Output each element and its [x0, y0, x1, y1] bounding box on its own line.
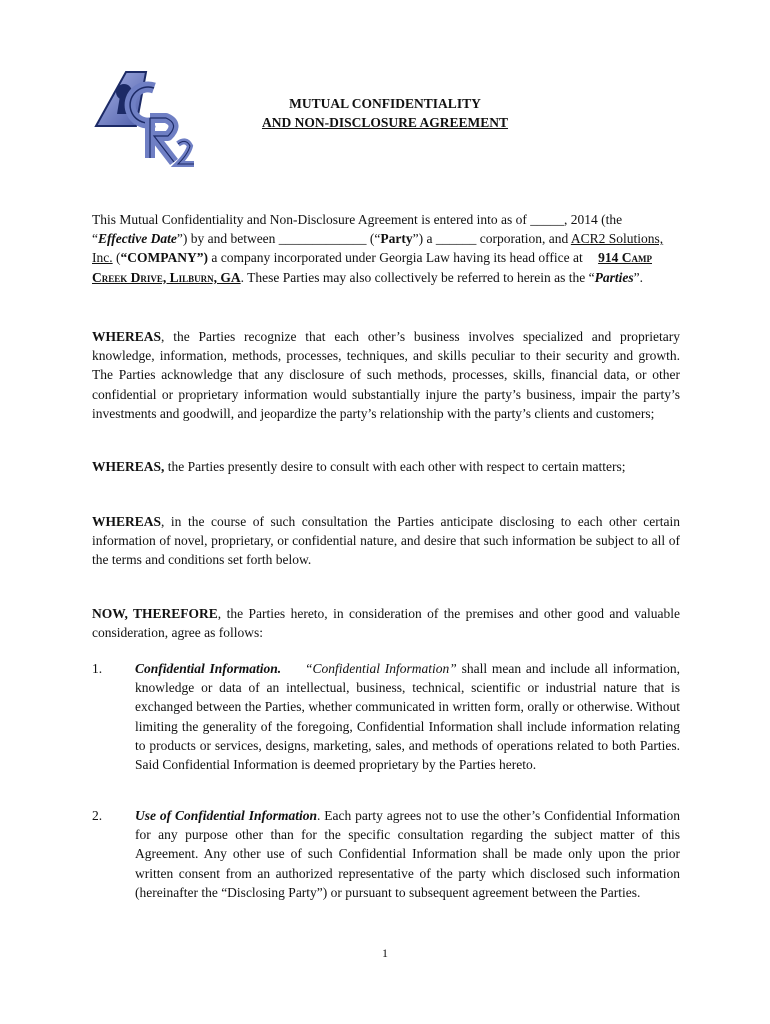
company-term: “COMPANY”)	[120, 250, 208, 266]
intro-paragraph: This Mutual Confidentiality and Non-Disclosure Agreement is entered into as of _____, 2014 (the “Effective Date”) by and between _____________ (“Party”) a ______ corporation, and ACR2 Solutions, Inc. (“COMPANY”) a company incorporated under Georgia Law having its head office at 914 Camp Creek Drive, Lilburn, GA. These Parties may also collectively be referred to herein as the “Parties”.	[92, 212, 664, 285]
now-therefore-paragraph: NOW, THEREFORE, the Parties hereto, in consideration of the premises and other good and valuable consideration, agree as follows:	[92, 606, 680, 641]
whereas-paragraph-3: WHEREAS, in the course of such consultation the Parties anticipate disclosing to each other certain information of novel, proprietary, or confidential nature, and desire that such information be subject to all of the terms and conditions set forth below.	[92, 514, 680, 568]
effective-date-term: Effective Date	[98, 231, 177, 247]
company-name: ACR2 Solutions, Inc.	[92, 231, 664, 266]
document-title	[0, 94, 770, 132]
section-1-text: Confidential Information. “Confidential Information” shall mean and include all information, knowledge or data of an intellectual, business, technical, scientific or industrial nature that is exchanged between the Parties, whether communicated in written form, orally or otherwise. Without limiting the generality of the foregoing, Confidential Information shall include information relating to products or services, designs, marketing, sales, and methods of operations related to both Parties. Said Confidential Information is deemed proprietary by the Parties hereto.	[135, 661, 680, 773]
section-2-text: Use of Confidential Information. Each party agrees not to use the other’s Confidential Information for any purpose other than for the specific consultation regarding the subject matter of this Agreement. Any other use of such Confidential Information shall be made only upon the prior written consent from an authorized representative of the party which disclosed such information (hereinafter the “Disclosing Party”) or pursuant to subsequent agreement between the Parties.	[135, 808, 680, 900]
parties-term: Parties	[594, 269, 634, 285]
section-1-heading: Confidential Information.	[135, 661, 282, 676]
title-line-1: MUTUAL CONFIDENTIALITY	[289, 96, 481, 111]
whereas-paragraph-1: WHEREAS, the Parties recognize that each other’s business involves specialized and proprietary knowledge, information, methods, processes, techniques, and skills peculiar to their security and growth. The Parties acknowledge that any disclosure of such methods, processes, skills, financial data, or other confidential or proprietary information would substantially injure the party’s business, impair the party’s investments and goodwill, and jeopardize the party’s relationship with the party’s clients and customers;	[92, 329, 680, 421]
company-address: 914 Camp Creek Drive, Lilburn, GA	[92, 250, 652, 285]
section-2-heading: Use of Confidential Information	[135, 808, 317, 823]
section-2-number: 2.	[92, 808, 103, 823]
party-term: Party	[380, 231, 413, 247]
title-line-2: AND NON-DISCLOSURE AGREEMENT	[261, 115, 509, 130]
section-1-number: 1.	[92, 661, 103, 676]
whereas-paragraph-2: WHEREAS, the Parties presently desire to consult with each other with respect to certain matters;	[92, 459, 626, 474]
page-number: 1	[382, 946, 388, 960]
